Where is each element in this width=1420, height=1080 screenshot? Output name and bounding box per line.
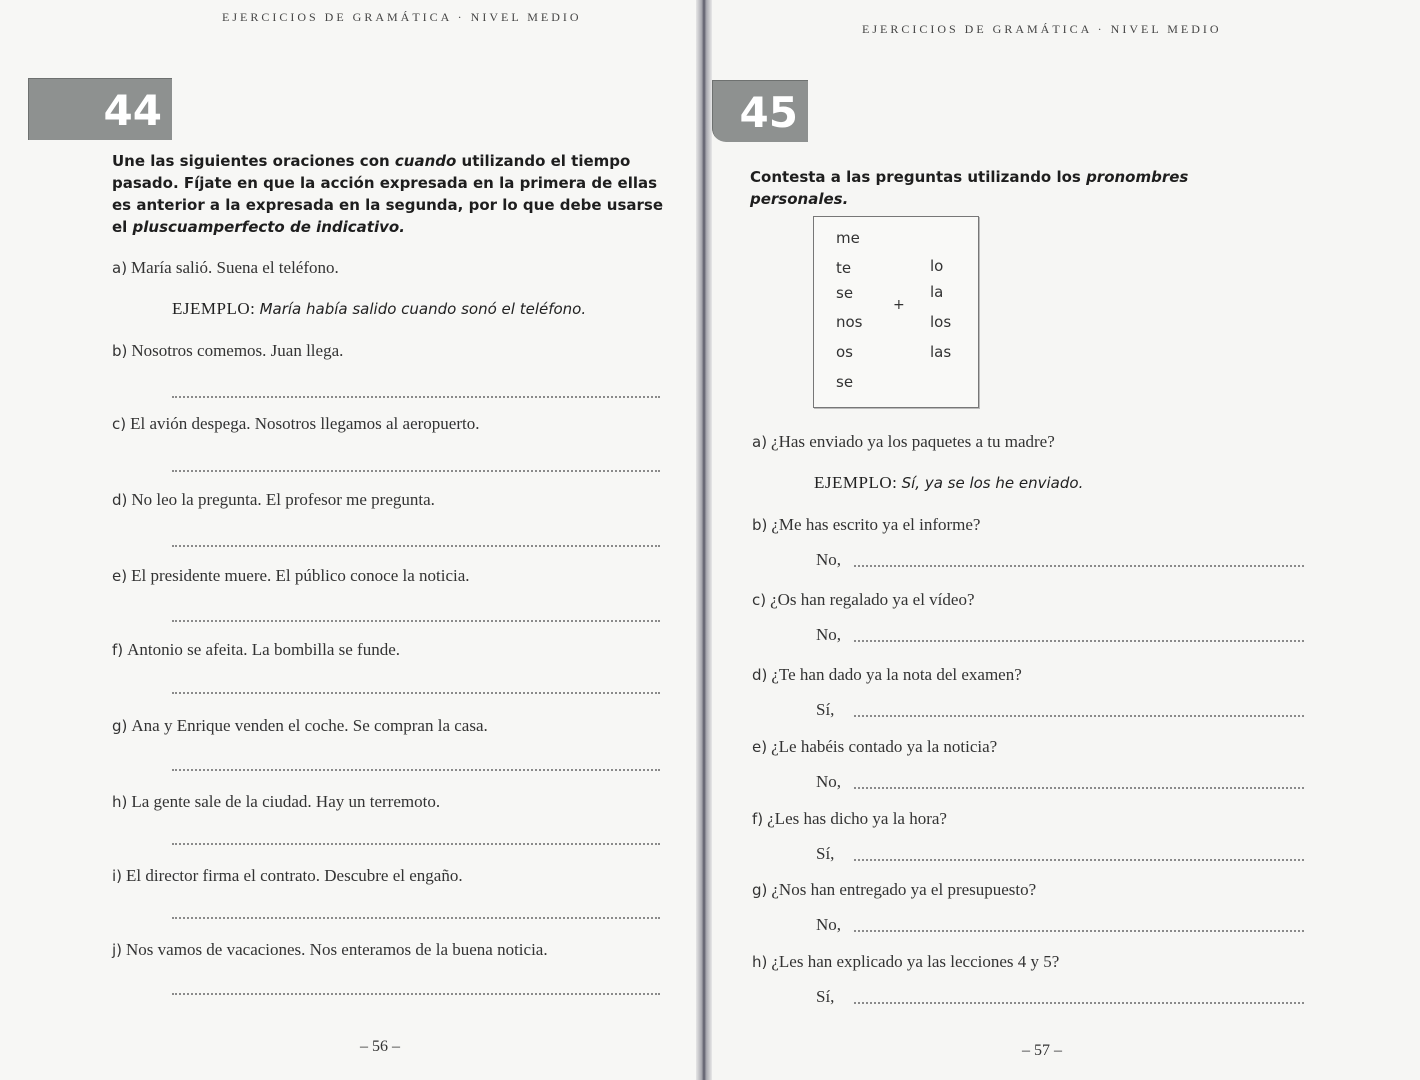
answer-prefix: Sí,: [816, 844, 835, 863]
item-text: Ana y Enrique venden el coche. Se compran la casa.: [131, 716, 488, 735]
plus-sign: +: [893, 297, 905, 313]
exercise-item-e: [752, 737, 997, 757]
exercise-item-d: [112, 490, 435, 510]
pronoun: os: [836, 343, 853, 361]
example-label: EJEMPLO:: [814, 473, 898, 492]
answer-dots[interactable]: [854, 715, 1304, 717]
item-label: a): [752, 433, 768, 451]
answer-line-b[interactable]: [816, 550, 841, 570]
instructions-emphasis: cuando: [394, 152, 457, 170]
answer-line-e[interactable]: [816, 772, 841, 792]
answer-line-g[interactable]: [816, 915, 841, 935]
pronoun: los: [930, 313, 952, 331]
answer-prefix: No,: [816, 772, 842, 791]
answer-line[interactable]: [172, 769, 660, 771]
answer-line-f[interactable]: [816, 844, 834, 864]
exercise-number: 44: [103, 86, 162, 135]
item-label: c): [112, 415, 127, 433]
example-label: EJEMPLO:: [172, 299, 256, 318]
exercise-item-a: [752, 432, 1055, 452]
item-text: La gente sale de la ciudad. Hay un terremoto.: [131, 792, 441, 811]
example-text: María había salido cuando sonó el teléfono.: [259, 300, 587, 318]
instructions-emphasis: pluscuamperfecto de indicativo.: [132, 218, 405, 236]
item-label: h): [752, 953, 768, 971]
exercise-number: 45: [739, 88, 798, 137]
answer-line[interactable]: [172, 620, 660, 622]
exercise-instructions: [112, 150, 667, 238]
answer-line[interactable]: [172, 396, 660, 398]
pronoun: nos: [836, 313, 863, 331]
item-text: María salió. Suena el teléfono.: [131, 258, 339, 277]
item-label: e): [752, 738, 768, 756]
pronoun: se: [836, 373, 854, 391]
answer-line[interactable]: [172, 545, 660, 547]
example-text: Sí, ya se los he enviado.: [901, 474, 1084, 492]
answer-prefix: Sí,: [816, 700, 835, 719]
running-head: EJERCICIOS DE GRAMÁTICA · NIVEL MEDIO: [222, 10, 582, 24]
answer-dots[interactable]: [854, 930, 1304, 932]
item-text: ¿Me has escrito ya el informe?: [771, 515, 981, 534]
example: [814, 473, 1083, 493]
answer-dots[interactable]: [854, 565, 1304, 567]
item-label: f): [112, 641, 124, 659]
item-text: ¿Te han dado ya la nota del examen?: [771, 665, 1022, 684]
item-label: i): [112, 867, 123, 885]
item-label: b): [752, 516, 768, 534]
exercise-item-c: [752, 590, 975, 610]
exercise-item-f: [112, 640, 400, 660]
exercise-instructions: [750, 166, 1290, 210]
pronoun: me: [836, 229, 860, 247]
exercise-item-b: [752, 515, 980, 535]
exercise-item-b: [112, 341, 343, 361]
answer-prefix: No,: [816, 550, 842, 569]
exercise-badge: [28, 78, 172, 140]
exercise-item-c: [112, 414, 479, 434]
answer-dots[interactable]: [854, 859, 1304, 861]
item-label: e): [112, 567, 128, 585]
item-label: b): [112, 342, 128, 360]
item-label: f): [752, 810, 764, 828]
answer-dots[interactable]: [854, 1002, 1304, 1004]
item-text: ¿Les has dicho ya la hora?: [767, 809, 947, 828]
pronoun: la: [930, 283, 944, 301]
item-label: c): [752, 591, 767, 609]
exercise-item-j: [112, 940, 548, 960]
answer-dots[interactable]: [854, 640, 1304, 642]
item-label: g): [752, 881, 768, 899]
pronoun-table: [813, 216, 979, 408]
exercise-item-h: [112, 792, 440, 812]
answer-prefix: No,: [816, 915, 842, 934]
exercise-badge: [712, 80, 808, 142]
page-number: – 56 –: [360, 1038, 400, 1055]
item-label: h): [112, 793, 128, 811]
answer-line[interactable]: [172, 692, 660, 694]
exercise-item-d: [752, 665, 1022, 685]
item-text: ¿Has enviado ya los paquetes a tu madre?: [771, 432, 1055, 451]
item-text: ¿Les han explicado ya las lecciones 4 y 5?: [771, 952, 1060, 971]
book-spine: [696, 0, 712, 1080]
running-head: EJERCICIOS DE GRAMÁTICA · NIVEL MEDIO: [862, 22, 1222, 36]
instructions-text: utilizando el tiempo pasado. Fíjate en que la acción expresada en la primera de ellas es anterior a la expresada en la segunda, por lo que debe usarse el: [112, 152, 664, 236]
answer-line-h[interactable]: [816, 987, 834, 1007]
instructions-text: Une las siguientes oraciones con: [112, 152, 395, 170]
exercise-item-a: [112, 258, 339, 278]
item-label: a): [112, 259, 128, 277]
pronoun: te: [836, 259, 852, 277]
item-label: j): [112, 941, 123, 959]
item-text: Nosotros comemos. Juan llega.: [131, 341, 344, 360]
item-text: ¿Nos han entregado ya el presupuesto?: [771, 880, 1037, 899]
answer-prefix: No,: [816, 625, 842, 644]
pronoun: las: [930, 343, 952, 361]
item-label: d): [752, 666, 768, 684]
item-text: El presidente muere. El público conoce la noticia.: [131, 566, 470, 585]
exercise-item-f: [752, 809, 947, 829]
page-number: – 57 –: [1022, 1042, 1062, 1059]
page-57: [712, 0, 1420, 1080]
answer-dots[interactable]: [854, 787, 1304, 789]
exercise-item-i: [112, 866, 463, 886]
exercise-item-e: [112, 566, 470, 586]
item-text: El director firma el contrato. Descubre el engaño.: [126, 866, 463, 885]
exercise-item-g: [752, 880, 1036, 900]
item-label: d): [112, 491, 128, 509]
instructions-emphasis: pronombres personales.: [750, 168, 1189, 208]
item-text: Antonio se afeita. La bombilla se funde.: [127, 640, 401, 659]
pronoun: se: [836, 284, 854, 302]
pronoun: lo: [930, 257, 944, 275]
answer-line[interactable]: [172, 843, 660, 845]
answer-line-c[interactable]: [816, 625, 841, 645]
item-text: El avión despega. Nosotros llegamos al aeropuerto.: [130, 414, 480, 433]
exercise-item-g: [112, 716, 488, 736]
answer-line[interactable]: [172, 993, 660, 995]
item-label: g): [112, 717, 128, 735]
item-text: No leo la pregunta. El profesor me pregunta.: [131, 490, 435, 509]
item-text: Nos vamos de vacaciones. Nos enteramos de la buena noticia.: [126, 940, 548, 959]
example: [172, 299, 586, 319]
page-56: [0, 0, 700, 1080]
answer-line-d[interactable]: [816, 700, 834, 720]
item-text: ¿Le habéis contado ya la noticia?: [771, 737, 998, 756]
item-text: ¿Os han regalado ya el vídeo?: [770, 590, 975, 609]
answer-line[interactable]: [172, 470, 660, 472]
instructions-text: Contesta a las preguntas utilizando los: [750, 168, 1087, 186]
answer-line[interactable]: [172, 917, 660, 919]
exercise-item-h: [752, 952, 1059, 972]
answer-prefix: Sí,: [816, 987, 835, 1006]
